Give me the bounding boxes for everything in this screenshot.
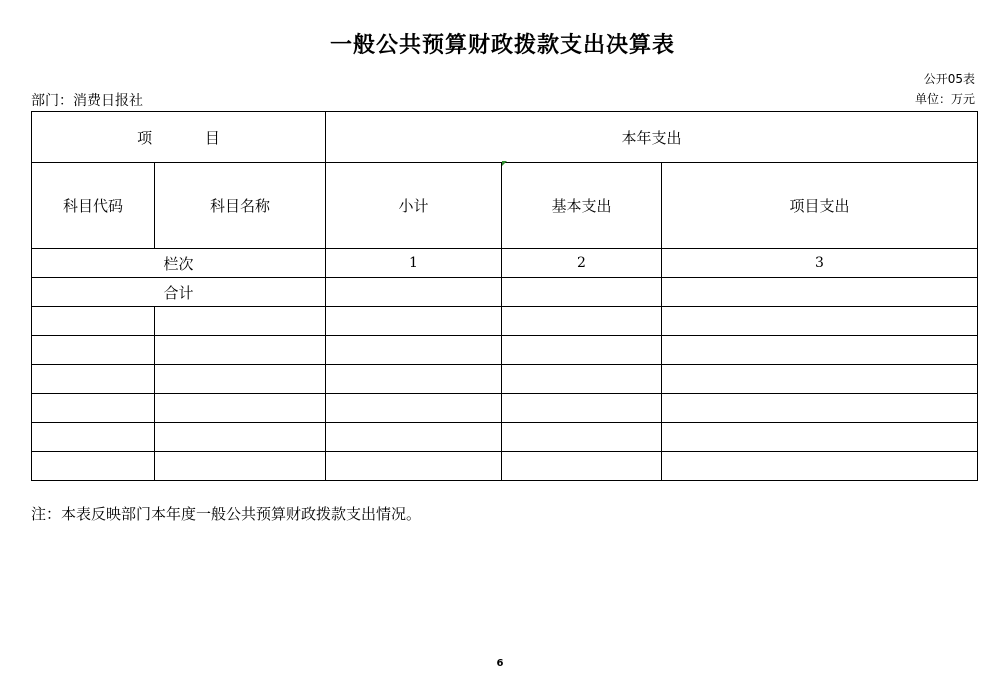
table-cell (502, 394, 662, 423)
table-row (32, 336, 978, 365)
table-cell (662, 452, 978, 481)
table-cell (662, 365, 978, 394)
table-cell (32, 336, 155, 365)
table-cell (502, 336, 662, 365)
table-cell (155, 423, 326, 452)
index-row (32, 249, 978, 278)
header-row-1 (32, 112, 978, 163)
table-cell (326, 365, 502, 394)
index-value: 3 (662, 249, 978, 278)
table-cell (155, 365, 326, 394)
page-title: 一般公共预算财政拨款支出决算表 (329, 32, 675, 58)
table-cell (502, 365, 662, 394)
table-cell (326, 452, 502, 481)
col-project-header: 项目支出 (662, 163, 978, 249)
table-cell (326, 423, 502, 452)
table-cell (155, 452, 326, 481)
total-basic-cell (502, 278, 662, 307)
table-cell (502, 452, 662, 481)
table-cell (326, 336, 502, 365)
expenditure-table (31, 111, 978, 481)
header-expense-cell: 本年支出 (326, 112, 978, 163)
index-row-label: 栏次 (32, 249, 326, 278)
col-name-header: 科目名称 (155, 163, 326, 249)
cell-comment-marker-icon (502, 161, 507, 166)
table-cell (662, 307, 978, 336)
table-cell (155, 307, 326, 336)
header-item-label: 项 目 (137, 128, 244, 147)
table-cell (326, 307, 502, 336)
index-value: 1 (326, 249, 502, 278)
table-cell (32, 394, 155, 423)
table-cell (662, 336, 978, 365)
unit-label: 单位：万元 (914, 92, 975, 106)
department-label: 部门：消费日报社 (31, 93, 143, 109)
table-cell (32, 423, 155, 452)
header-row-2 (32, 163, 978, 249)
table-cell (155, 394, 326, 423)
table-cell (502, 307, 662, 336)
page-number: 6 (496, 658, 504, 669)
total-subtotal-cell (326, 278, 502, 307)
table-cell (662, 394, 978, 423)
table-row (32, 452, 978, 481)
table-row (32, 394, 978, 423)
table-row (32, 307, 978, 336)
table-cell (502, 423, 662, 452)
total-project-cell (662, 278, 978, 307)
index-value: 2 (502, 249, 662, 278)
table-cell (32, 452, 155, 481)
table-cell (32, 365, 155, 394)
form-number: 公开05表 (923, 72, 975, 86)
header-item-cell (32, 112, 326, 163)
table-cell (662, 423, 978, 452)
total-row-label: 合计 (32, 278, 326, 307)
col-code-header: 科目代码 (32, 163, 155, 249)
table-cell (155, 336, 326, 365)
total-row (32, 278, 978, 307)
table-cell (32, 307, 155, 336)
table-cell (326, 394, 502, 423)
table-row (32, 365, 978, 394)
footnote: 注：本表反映部门本年度一般公共预算财政拨款支出情况。 (31, 505, 422, 523)
col-subtotal-header: 小计 (326, 163, 502, 249)
table-row (32, 423, 978, 452)
col-basic-header: 基本支出 (502, 163, 662, 249)
